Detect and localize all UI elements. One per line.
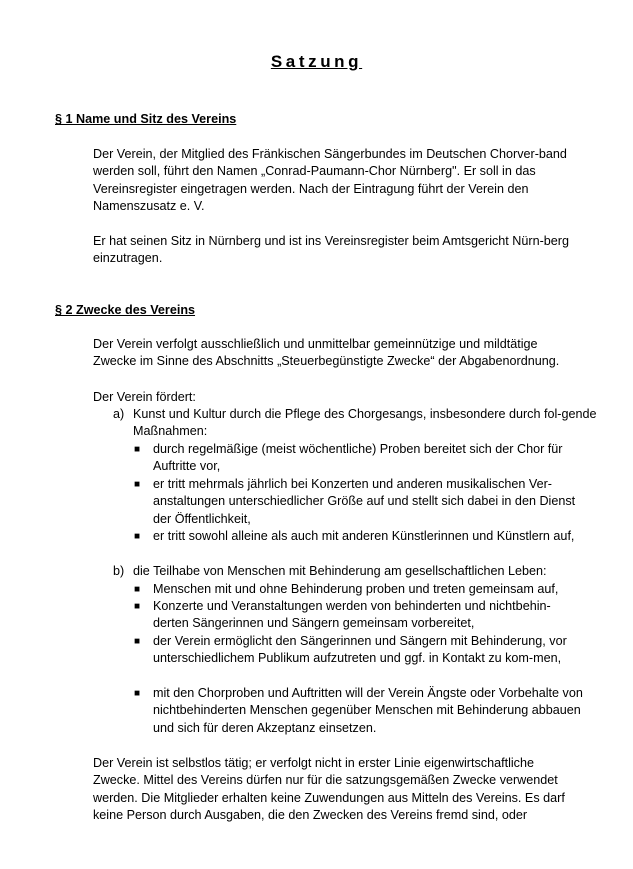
section-heading-name-sitz: § 1 Name und Sitz des Vereins bbox=[55, 112, 237, 126]
bullet-icon: ■ bbox=[134, 479, 141, 490]
list-item-a bbox=[113, 406, 613, 441]
bullet-text: er tritt sowohl alleine als auch mit anderen Künstlerinnen und Künstlern auf, bbox=[153, 529, 575, 543]
paragraph-name bbox=[93, 146, 583, 216]
bullet-icon: ■ bbox=[134, 531, 141, 542]
document-title: Satzung bbox=[270, 52, 363, 71]
section-heading-zwecke: § 2 Zwecke des Vereins bbox=[55, 303, 196, 317]
paragraph-text: Der Verein ist selbstlos tätig; er verfolgt nicht in erster Linie eigenwirtschaftliche Zwecke. Mittel des Vereins dürfen nur für die satzungsgemäßen Zwecke verwendet werden. Die Mitglieder erhalten keine Zuwendungen aus Mitteln des Vereins. Es darf keine Person durch Ausgaben, die den Zwecken des Vereins fremd sind, oder bbox=[93, 756, 565, 823]
bullet-item bbox=[134, 685, 583, 737]
list-marker: b) bbox=[113, 564, 125, 578]
bullet-item bbox=[134, 441, 583, 476]
bullet-icon: ■ bbox=[134, 584, 141, 595]
paragraph-text: Der Verein fördert: bbox=[93, 390, 196, 404]
bullet-icon: ■ bbox=[134, 444, 141, 455]
bullet-text: der Verein ermöglicht den Sängerinnen und Sängern mit Behinderung, vor unterschiedlichem Publikum aufzutreten und ggf. in Kontakt zu kom-men, bbox=[153, 634, 567, 666]
bullet-text: er tritt mehrmals jährlich bei Konzerten und anderen musikalischen Ver-anstaltungen unterschiedlicher Größe auf und stellt sich dabei in den Dienst der Öffentlichkeit, bbox=[153, 477, 576, 526]
paragraph-text: Der Verein, der Mitglied des Fränkischen Sängerbundes im Deutschen Chorver-band werden soll, führt den Namen „Conrad-Paumann-Chor Nürnberg". Er soll in das Vereinsregister eingetragen werden. Nach der Eintragung führt der Verein den Namenszusatz e. V. bbox=[93, 147, 567, 214]
paragraph-intro bbox=[93, 389, 583, 406]
bullet-text: Menschen mit und ohne Behinderung proben und treten gemeinsam auf, bbox=[153, 582, 559, 596]
paragraph-sitz bbox=[93, 233, 583, 268]
bullet-icon: ■ bbox=[134, 601, 141, 612]
paragraph-text: Der Verein verfolgt ausschließlich und unmittelbar gemeinnützige und mildtätige Zwecke im Sinne des Abschnitts „Steuerbegünstigte Zwecke“ der Abgabenordnung. bbox=[93, 337, 560, 369]
bullet-icon: ■ bbox=[134, 636, 141, 647]
paragraph-text: Er hat seinen Sitz in Nürnberg und ist ins Vereinsregister beim Amtsgericht Nürn-berg einzutragen. bbox=[93, 234, 569, 266]
list-item-text: die Teilhabe von Menschen mit Behinderung am gesellschaftlichen Leben: bbox=[133, 564, 547, 578]
list-marker: a) bbox=[113, 407, 125, 421]
paragraph-zwecke bbox=[93, 336, 583, 371]
bullet-icon: ■ bbox=[134, 688, 141, 699]
bullet-text: Konzerte und Veranstaltungen werden von behinderten und nichtbehin-derten Sängerinnen und Sängern gemeinsam vorbereitet, bbox=[153, 599, 551, 631]
bullet-item bbox=[134, 476, 583, 528]
bullet-item bbox=[134, 581, 583, 598]
bullet-item bbox=[134, 528, 583, 545]
bullet-item bbox=[134, 633, 583, 668]
bullet-text: mit den Chorproben und Auftritten will der Verein Ängste oder Vorbehalte von nichtbehinderten Menschen gegenüber Menschen mit Behinderung abbauen und sich für deren Akzeptanz einsetzen. bbox=[153, 686, 583, 735]
list-item-b bbox=[113, 563, 613, 580]
bullet-item bbox=[134, 598, 583, 633]
bullet-text: durch regelmäßige (meist wöchentliche) Proben bereitet sich der Chor für Auftritte vor, bbox=[153, 442, 563, 474]
paragraph-selbstlos bbox=[93, 755, 583, 825]
list-item-text: Kunst und Kultur durch die Pflege des Chorgesangs, insbesondere durch fol-gende Maßnahmen: bbox=[133, 407, 597, 439]
